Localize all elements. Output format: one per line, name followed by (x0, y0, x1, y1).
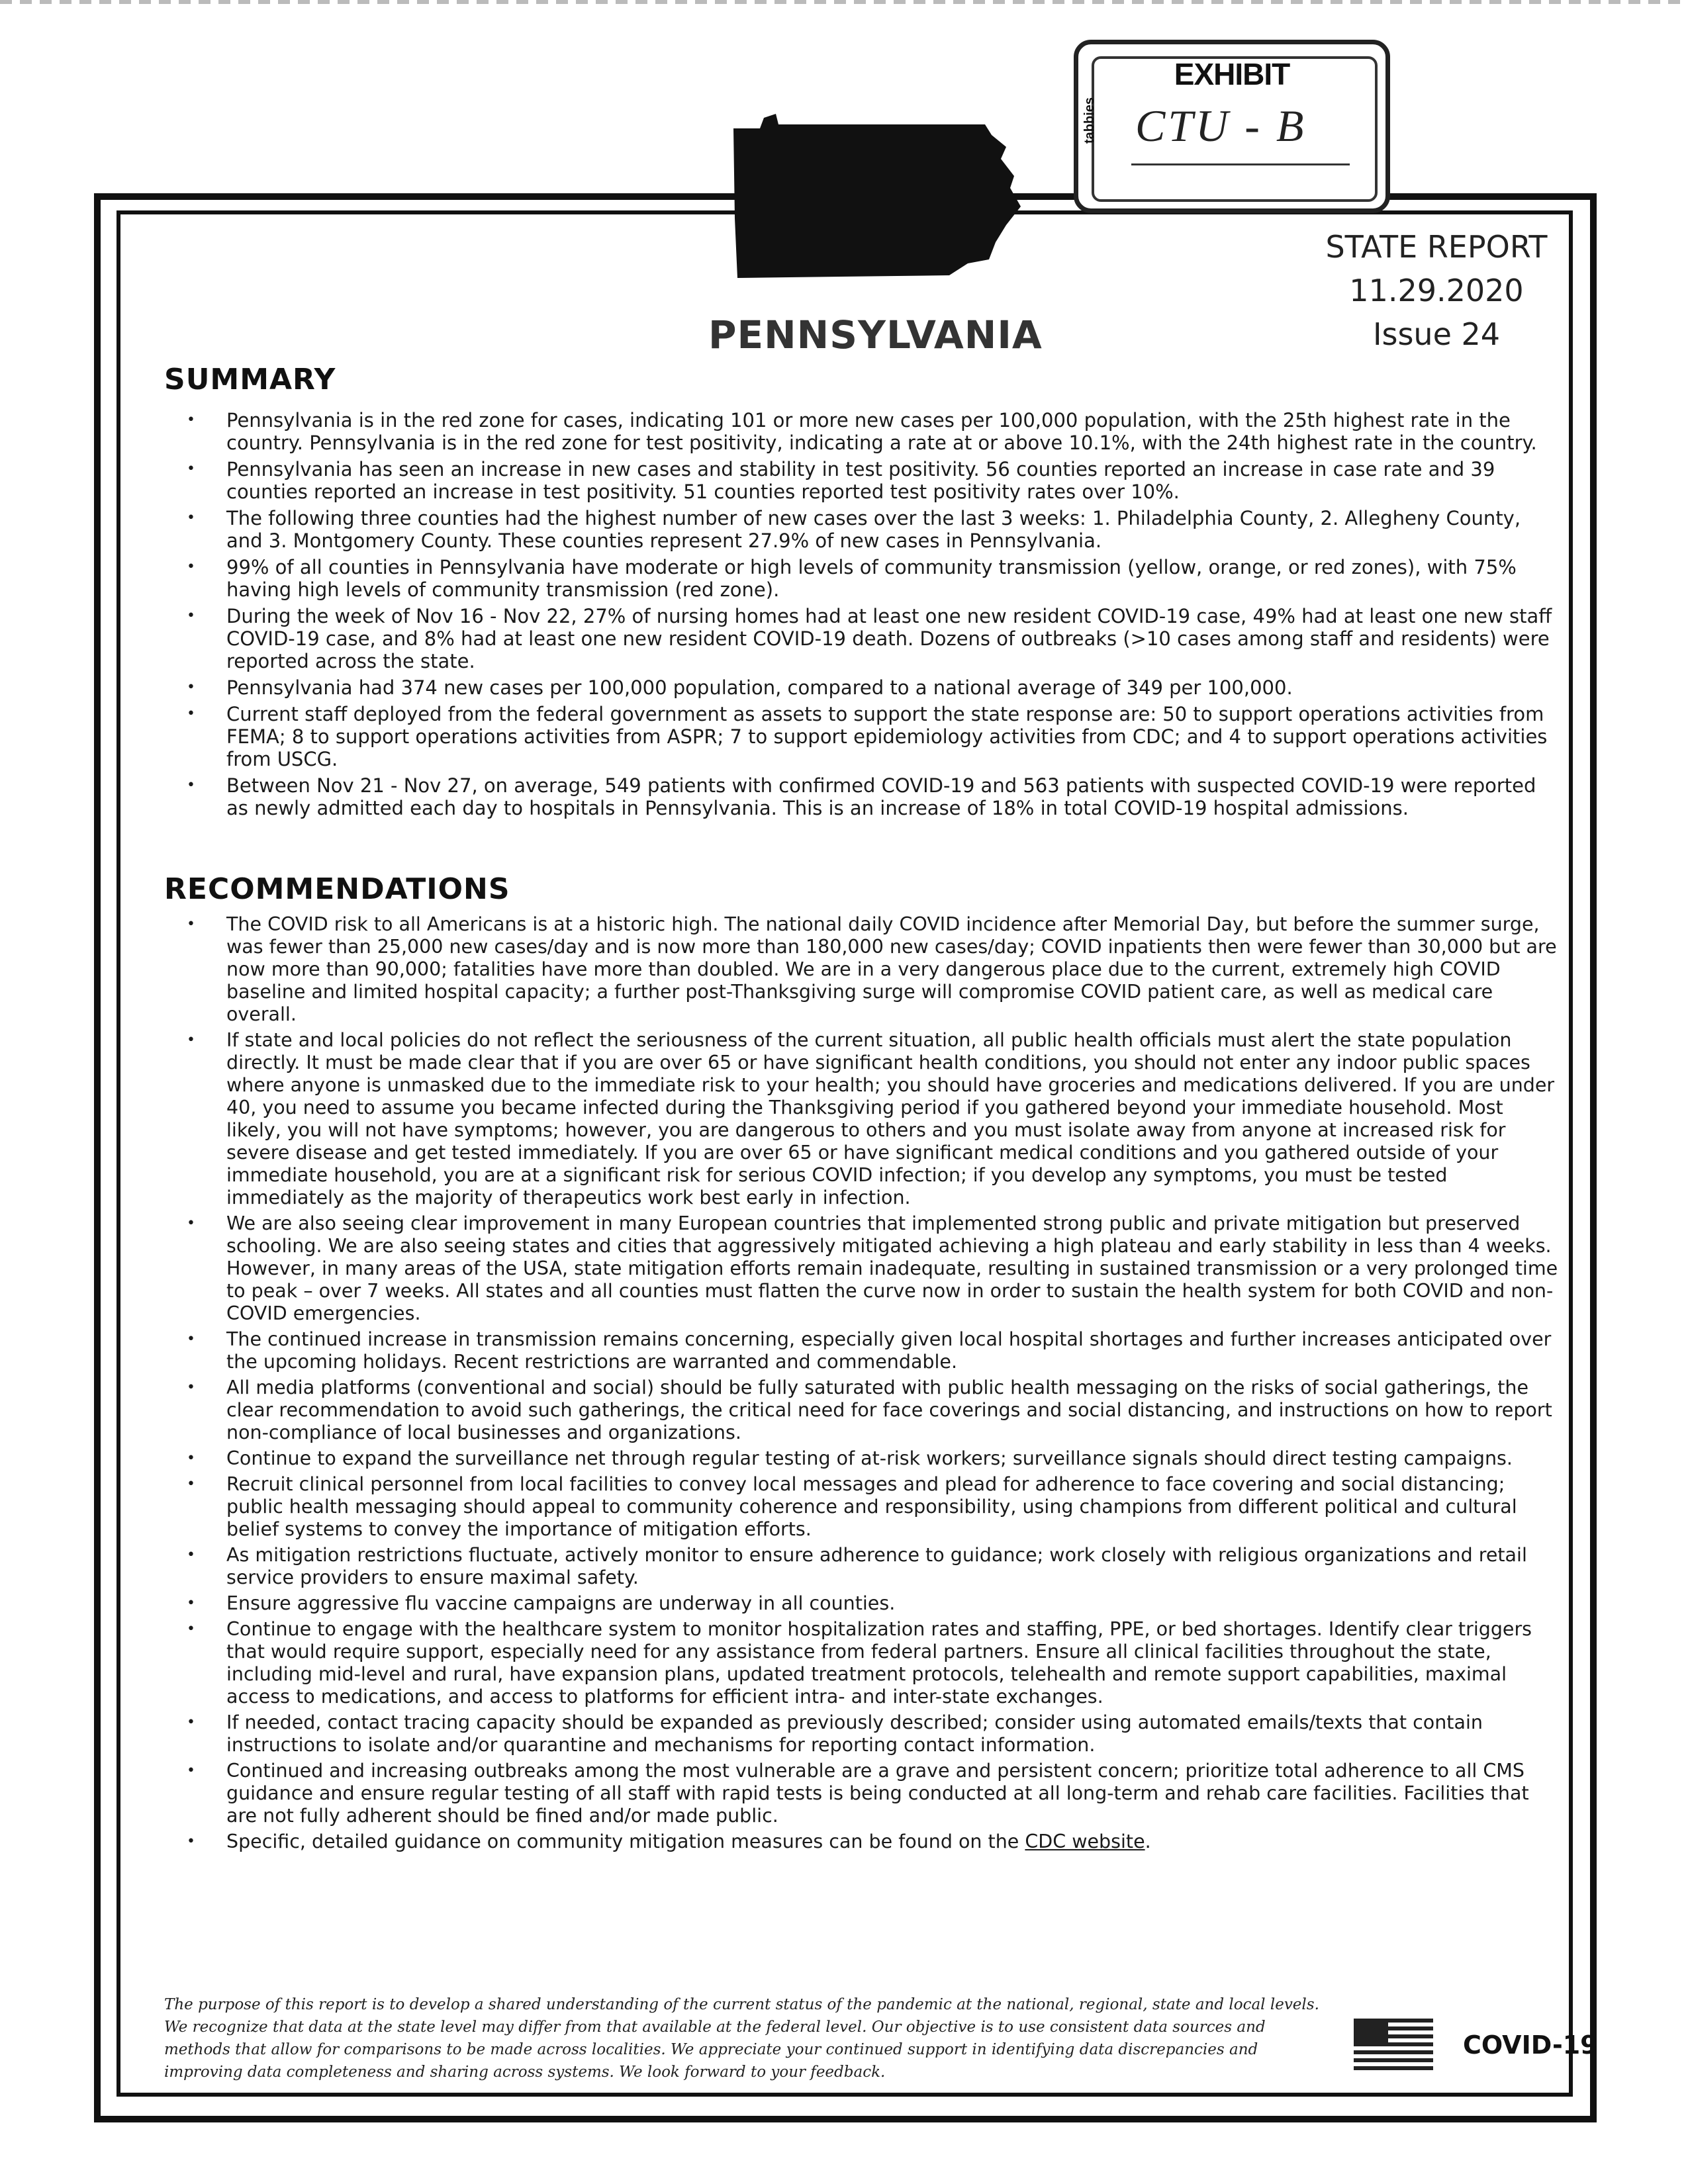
covid-19-label: COVID-19 (1463, 2030, 1598, 2060)
summary-list (179, 409, 1562, 823)
scan-artifact-line (0, 0, 1688, 4)
list-item: • If state and local policies do not reflect the seriousness of the current situation, all public health officials must alert the state population directly. It must be made clear that if you are over 65 or have significant health conditions, you should not enter any indoor public spaces where anyone is unmasked due to the immediate risk to your health; you should have groceries and medications delivered. If you are under 40, you need to assume you became infected during the Thanksgiving period if you gathered beyond your immediate household. Most likely, you will not have symptoms; however, you are dangerous to others and you must isolate away from anyone at increased risk for severe disease and get tested immediately. If you are over 65 or have significant medical conditions and you gathered outside of your immediate household, you are at a significant risk for serious COVID infection; if you develop any symptoms, you must be tested immediately as the majority of therapeutics work best early in infection. (179, 1029, 1562, 1209)
list-item: • Pennsylvania has seen an increase in new cases and stability in test positivity. 56 counties reported an increase in case rate and 39 counties reported an increase in test positivity. 51 counties reported test positivity rates over 10%. (179, 458, 1562, 503)
list-item: • During the week of Nov 16 - Nov 22, 27% of nursing homes had at least one new resident COVID-19 case, 49% had at least one new staff COVID-19 case, and 8% had at least one new resident COVID-19 death. Dozens of outbreaks (>10 cases among staff and residents) were reported across the state. (179, 605, 1562, 672)
list-item: • 99% of all counties in Pennsylvania have moderate or high levels of community transmission (yellow, orange, or red zones), with 75% having high levels of community transmission (red zone). (179, 556, 1562, 601)
report-issue: Issue 24 (1372, 316, 1501, 352)
list-item (179, 1831, 1562, 1853)
exhibit-handwritten-value: CTU - B (1135, 101, 1307, 151)
list-item-text: Specific, detailed guidance on community mitigation measures can be found on the (226, 1831, 1025, 1852)
footer-disclaimer: The purpose of this report is to develop a shared understanding of the current status of the pandemic at the national, regional, state and local levels. We recognize that data at the state level may differ from that available at the federal level. Our objective is to use consistent data sources and methods that allow for comparisons to be made across localities. We appreciate your continued support in identifying data discrepancies and improving data completeness and sharing across systems. We look forward to your feedback. (164, 1996, 1319, 2081)
us-flag-icon (1354, 2019, 1433, 2070)
list-item: • Between Nov 21 - Nov 27, on average, 549 patients with confirmed COVID-19 and 563 patients with suspected COVID-19 were reported as newly admitted each day to hospitals in Pennsylvania. This is an increase of 18% in total COVID-19 hospital admissions. (179, 774, 1562, 819)
list-item: • The following three counties had the highest number of new cases over the last 3 weeks: 1. Philadelphia County, 2. Allegheny County, and 3. Montgomery County. These counties represent 27.9% of new cases in Pennsylvania. (179, 507, 1562, 552)
report-date: 11.29.2020 (1349, 273, 1524, 308)
list-item: • The COVID risk to all Americans is at a historic high. The national daily COVID incidence after Memorial Day, but before the summer surge, was fewer than 25,000 new cases/day and is now more than 180,000 new cases/day; COVID inpatients then were fewer than 30,000 but are now more than 90,000; fatalities have more than doubled. We are in a very dangerous place due to the current, extremely high COVID baseline and limited hospital capacity; a further post-Thanksgiving surge will compromise COVID patient care, as well as medical care overall. (179, 913, 1562, 1026)
sticker-brand: tabbies (1082, 97, 1097, 144)
list-item: • Current staff deployed from the federal government as assets to support the state response are: 50 to support operations activities from FEMA; 8 to support operations activities from ASPR; 7 to support epidemiology activities from CDC; and 4 to support operations activities from USCG. (179, 703, 1562, 770)
list-item: • Pennsylvania had 374 new cases per 100,000 population, compared to a national average of 349 per 100,000. (179, 676, 1562, 699)
cdc-website-link[interactable]: CDC website (1025, 1831, 1145, 1852)
list-item: • Pennsylvania is in the red zone for cases, indicating 101 or more new cases per 100,000 population, with the 25th highest rate in the country. Pennsylvania is in the red zone for test positivity, indicating a rate at or above 10.1%, with the 24th highest rate in the country. (179, 409, 1562, 454)
exhibit-underline (1131, 163, 1350, 165)
list-item: • We are also seeing clear improvement in many European countries that implemented strong public and private mitigation but preserved schooling. We are also seeing states and cities that aggressively mitigated achieving a high plateau and early stability in less than 4 weeks. However, in many areas of the USA, state mitigation efforts remain inadequate, resulting in sustained transmission or a very prolonged time to peak – over 7 weeks. All states and all counties must flatten the curve now in order to sustain the health system for both COVID and non-COVID emergencies. (179, 1212, 1562, 1325)
state-title: PENNSYLVANIA (708, 312, 1043, 357)
list-item: • The continued increase in transmission remains concerning, especially given local hospital shortages and further increases anticipated over the upcoming holidays. Recent restrictions are warranted and commendable. (179, 1328, 1562, 1373)
list-item: • Ensure aggressive flu vaccine campaigns are underway in all counties. (179, 1592, 1562, 1615)
list-item: • Recruit clinical personnel from local facilities to convey local messages and plead for adherence to face covering and social distancing; public health messaging should appeal to community coherence and responsibility, using champions from different political and cultural belief systems to convey the importance of mitigation efforts. (179, 1473, 1562, 1541)
recommendations-heading: RECOMMENDATIONS (164, 872, 510, 906)
list-item: • If needed, contact tracing capacity should be expanded as previously described; consider using automated emails/texts that contain instructions to isolate and/or quarantine and mechanisms for reporting contact information. (179, 1711, 1562, 1756)
pennsylvania-map-icon (722, 113, 1026, 291)
exhibit-title: EXHIBIT (1174, 57, 1290, 91)
summary-heading: SUMMARY (164, 363, 336, 396)
list-item: • Continue to engage with the healthcare system to monitor hospitalization rates and staffing, PPE, or bed shortages. Identify clear triggers that would require support, especially need for any assistance from federal partners. Ensure all clinical facilities throughout the state, including mid-level and rural, have expansion plans, updated treatment protocols, telehealth and remote support capabilities, maximal access to medications, and access to platforms for efficient intra- and inter-state exchanges. (179, 1618, 1562, 1708)
report-label: STATE REPORT (1325, 229, 1548, 265)
list-item: • All media platforms (conventional and social) should be fully saturated with public health messaging on the risks of social gatherings, the clear recommendation to avoid such gatherings, the critical need for face coverings and social distancing, and instructions on how to report non-compliance of local businesses and organizations. (179, 1377, 1562, 1444)
list-item: • Continued and increasing outbreaks among the most vulnerable are a grave and persistent concern; prioritize total adherence to all CMS guidance and ensure regular testing of all staff with rapid tests is being conducted at all long-term and rehab care facilities. Facilities that are not fully adherent should be fined and/or made public. (179, 1760, 1562, 1827)
recommendations-list (179, 913, 1562, 1856)
list-item: • Continue to expand the surveillance net through regular testing of at-risk workers; surveillance signals should direct testing campaigns. (179, 1447, 1562, 1470)
report-info (1297, 225, 1575, 356)
list-item: • As mitigation restrictions fluctuate, actively monitor to ensure adherence to guidance; work closely with religious organizations and retail service providers to ensure maximal safety. (179, 1544, 1562, 1589)
list-item-text: . (1145, 1831, 1151, 1852)
exhibit-sticker (1074, 40, 1390, 213)
